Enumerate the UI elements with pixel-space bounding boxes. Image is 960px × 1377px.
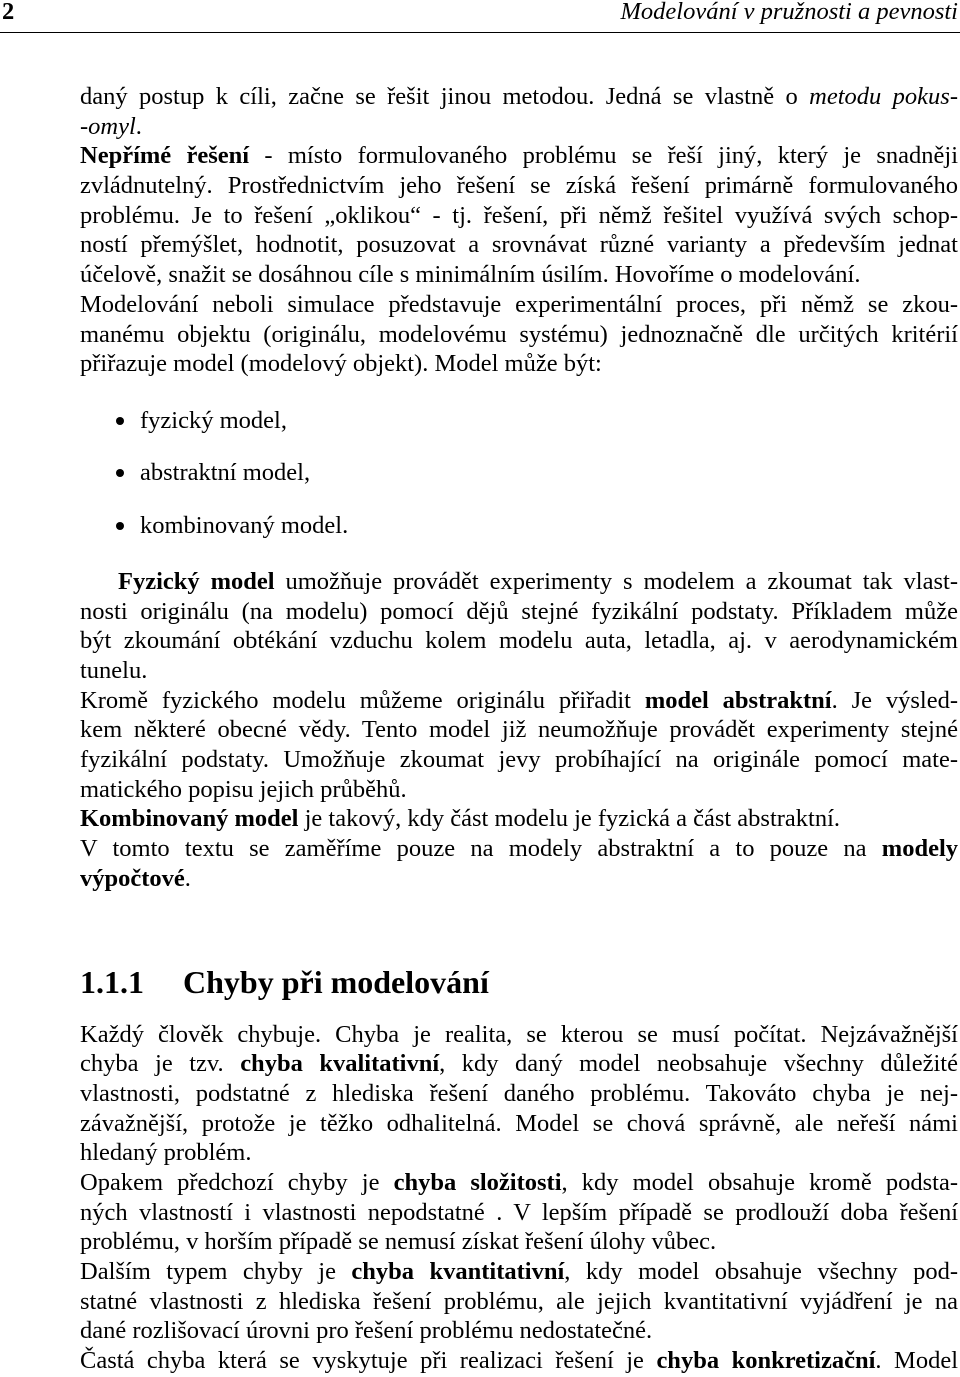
text-run: . (184, 864, 191, 892)
text-line (80, 567, 958, 597)
text-line: tunelu. (80, 656, 148, 684)
bold-term: chyba konkretizační (656, 1347, 876, 1375)
bold-term: chyba složitosti (393, 1168, 562, 1196)
text-run: je takový, kdy část modelu je fyzická a část abstraktní. (298, 805, 841, 833)
text-line (80, 864, 958, 894)
text-run: . Model (875, 1347, 958, 1375)
text-line (80, 804, 958, 834)
bold-term: model abstraktní (644, 686, 832, 714)
bold-term: výpočtové (80, 864, 185, 892)
text-run: . Je výsled- (831, 686, 958, 714)
text-line: statné vlastnosti z hlediska řešení problému, ale jejich kvantitativní vyjádření je na (80, 1287, 958, 1315)
bold-term: chyba kvalitativní (240, 1050, 440, 1078)
text-run: , kdy model obsahuje všechny pod- (564, 1258, 958, 1286)
text-line: zvládnutelný. Prostřednictvím jeho řešení se získá řešení primárně formulovaného (80, 172, 958, 200)
page-body (80, 82, 958, 1376)
list-item (80, 406, 958, 436)
text-run: Dalším typem chyby je (80, 1258, 352, 1286)
bold-term: Fyzický model (118, 567, 275, 595)
text-run: . (135, 112, 142, 140)
paragraph-errors (80, 1020, 958, 1376)
text-line (80, 1049, 958, 1079)
text-line: Každý člověk chybuje. Chyba je realita, se kterou se musí počítat. Nejzávažnější (80, 1020, 958, 1048)
bold-term: Kombinovaný model (80, 805, 299, 833)
bullet-icon (116, 417, 124, 425)
text-line: kem některé obecné vědy. Tento model již neumožňuje provádět experimenty stejné (80, 716, 958, 744)
list-item (80, 458, 958, 488)
text-line: vlastnosti, podstatné z hlediska řešení daného problému. Takováto chyba je nej- (80, 1079, 958, 1107)
list-item (80, 511, 958, 541)
text-line (80, 112, 958, 142)
section-title: Chyby při modelování (183, 964, 489, 1001)
text-line (80, 1346, 958, 1376)
text-line: fyzikální podstaty. Umožňuje zkoumat jevy probíhající na originále pomocí mate- (80, 745, 958, 773)
list-item-label: fyzický model, (140, 406, 287, 434)
text-run: , kdy model obsahuje kromě podsta- (561, 1168, 958, 1196)
section-number: 1.1.1 (80, 964, 144, 1001)
bold-term: chyba kvantitativní (351, 1258, 565, 1286)
text-line: manému objektu (originálu, modelovému systému) jednoznačně dle určitých kritérií (80, 320, 958, 348)
text-line (80, 1257, 958, 1287)
bullet-icon (116, 522, 124, 530)
paragraph-models (80, 567, 958, 894)
text-run: , kdy daný model neobsahuje všechny důležité (439, 1050, 958, 1078)
text-line: závažnější, protože je těžko odhalitelná. Model se chová správně, ale neřeší námi (80, 1109, 958, 1137)
italic-term: metodu pokus- (809, 83, 958, 110)
bold-term: Nepřímé řešení (80, 142, 250, 170)
text-run: daný postup k cíli, začne se řešit jinou metodou. Jedná se vlastně o (80, 83, 810, 110)
text-run: Kromě fyzického modelu můžeme originálu přiřadit (80, 686, 645, 714)
text-run: - místo formulovaného problému se řeší jiný, který je snadněji (249, 142, 958, 170)
text-line (80, 834, 958, 864)
page-number: 2 (2, 0, 15, 25)
text-line: nosti originálu (na modelu) pomocí dějů stejné fyzikální podstaty. Příkladem může (80, 597, 958, 625)
running-title: Modelování v pružnosti a pevnosti (620, 0, 958, 25)
text-line: účelově, snažit se dosáhnou cíle s minimálním úsilím. Hovoříme o modelování. (80, 261, 861, 289)
list-item-label: kombinovaný model. (140, 512, 349, 540)
text-line: být zkoumání obtékání vzduchu kolem modelu auta, letadla, aj. v aerodynamickém (80, 627, 958, 655)
text-line (80, 1168, 958, 1198)
bullet-icon (116, 469, 124, 477)
bullet-list (80, 406, 958, 541)
list-item-label: abstraktní model, (140, 459, 311, 487)
text-run: Častá chyba která se vyskytuje při realizaci řešení je (80, 1347, 657, 1375)
text-run: umožňuje provádět experimenty s modelem a zkoumat tak vlast- (274, 567, 958, 595)
text-run: chyba je tzv. (80, 1050, 241, 1078)
paragraph-intro (80, 82, 958, 379)
italic-term: -omyl (80, 112, 136, 140)
text-line: problému. Je to řešení „oklikou“ - tj. řešení, při němž řešitel využívá svých schop- (80, 201, 958, 229)
text-run: Opakem předchozí chyby je (80, 1168, 394, 1196)
text-line (80, 82, 958, 112)
text-line: Modelování neboli simulace představuje experimentální proces, při němž se zkou- (80, 290, 958, 318)
text-line: hledaný problém. (80, 1139, 252, 1167)
text-line: dané rozlišovací úrovni pro řešení problému nedostatečné. (80, 1317, 653, 1345)
text-line: problému, v horším případě se nemusí získat řešení úlohy vůbec. (80, 1228, 717, 1256)
text-line (80, 141, 958, 171)
text-run: V tomto textu se zaměříme pouze na modely abstraktní a to pouze na (80, 835, 882, 862)
bold-term: modely (881, 835, 958, 862)
text-line: přiřazuje model (modelový objekt). Model může být: (80, 350, 602, 378)
text-line: ností přemýšlet, hodnotit, posuzovat a srovnávat různé varianty a především jednat (80, 231, 958, 259)
page-header (0, 0, 960, 33)
section-heading (80, 964, 958, 1000)
text-line: matického popisu jejich průběhů. (80, 775, 407, 803)
text-line: ných vlastností i vlastnosti nepodstatné . V lepším případě se prodlouží doba řešení (80, 1198, 958, 1226)
text-line (80, 686, 958, 716)
